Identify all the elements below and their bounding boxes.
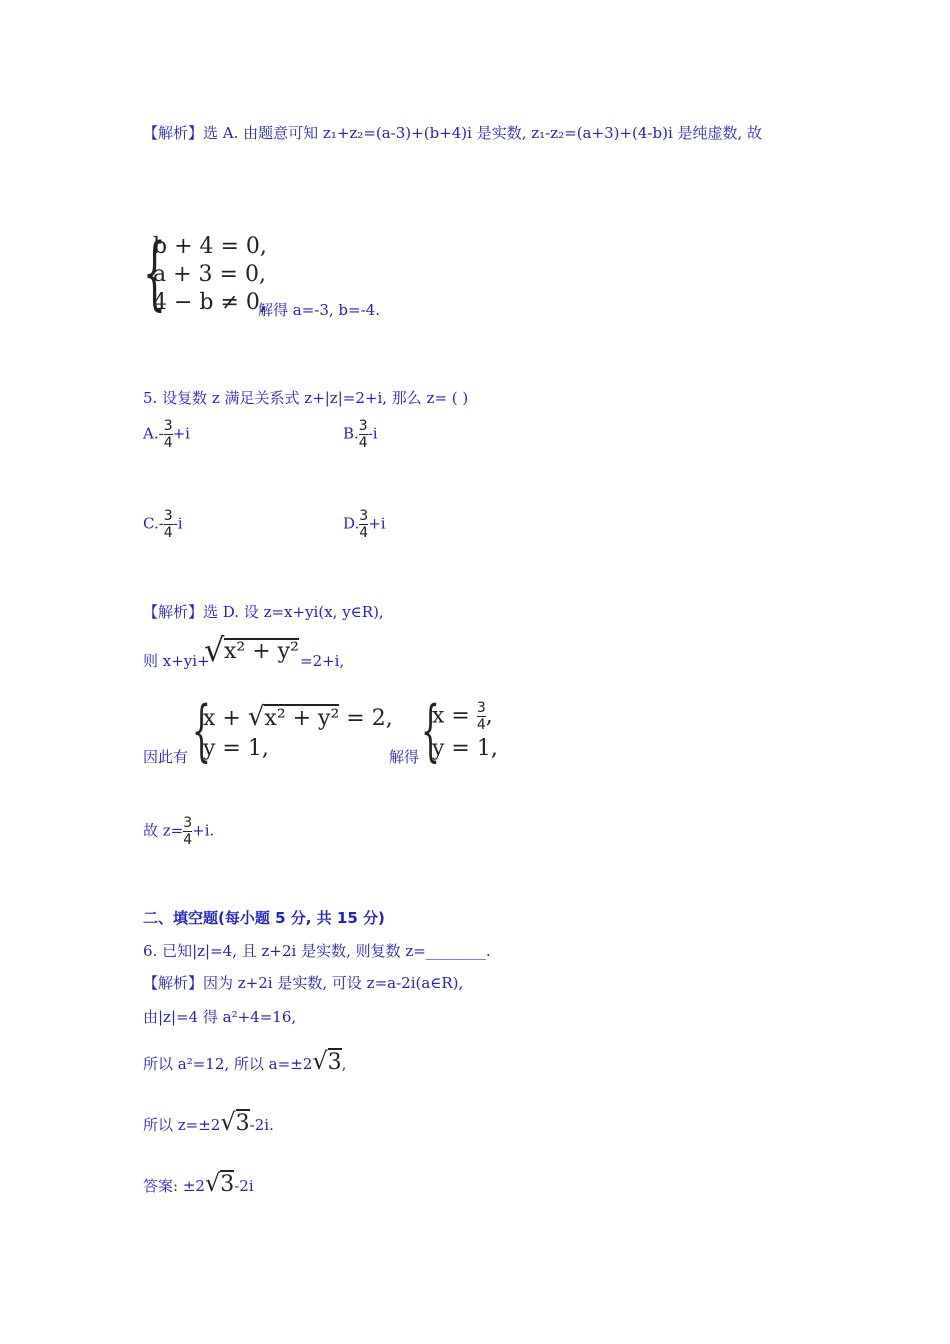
analysis-text: 选 A. 由题意可知 z₁+z₂=(a-3)+(b+4)i 是实数, z₁-z₂=(a+3)+(4-b)i 是纯虚数, 故 xyxy=(203,124,763,142)
left-brace: { xyxy=(143,226,166,319)
q6-answer: 答案: ±2√3-2i xyxy=(143,1169,254,1197)
system-3-line-1: x = $\frac{3}{4}$ , xyxy=(432,700,493,733)
analysis-5-line-1: 【解析】选 D. 设 z=x+yi(x, y∈R), xyxy=(143,603,384,621)
option-label: D. xyxy=(343,514,360,533)
q6-analysis-line-1: 【解析】因为 z+2i 是实数, 可设 z=a-2i(a∈R), xyxy=(143,974,464,992)
system-2-line-1: x + √x² + y² = 2, xyxy=(203,702,393,732)
fraction: $\frac{3}{4}$ xyxy=(359,508,369,541)
q6-analysis-line-2: 由|z|=4 得 a²+4=16, xyxy=(143,1008,297,1026)
q5-option-c[interactable]: C.- $\frac{3}{4}$ -i xyxy=(143,508,183,541)
q5-stem: 5. 设复数 z 满足关系式 z+|z|=2+i, 那么 z= ( ) xyxy=(143,389,469,407)
q6-analysis-line-3: 所以 a²=12, 所以 a=±2√3, xyxy=(143,1047,347,1075)
system-1-solution: 解得 a=-3, b=-4. xyxy=(258,301,380,319)
fraction: $\frac{3}{4}$ xyxy=(163,508,173,541)
system-1-line-2: a + 3 = 0, xyxy=(153,262,266,287)
analysis-5-line-2-pre: 则 x+yi+ xyxy=(143,652,210,670)
system-1-line-3: 4 − b ≠ 0, xyxy=(153,290,267,315)
analysis-tag: 【解析】 xyxy=(143,124,204,142)
q5-option-b[interactable]: B. $\frac{3}{4}$ -i xyxy=(343,418,378,451)
q6-stem: 6. 已知|z|=4, 且 z+2i 是实数, 则复数 z=________. xyxy=(143,942,491,960)
left-brace: { xyxy=(192,692,211,769)
sqrt-symbol: √ xyxy=(204,631,225,669)
option-label: C. xyxy=(143,514,159,533)
q6-analysis-line-4: 所以 z=±2√3-2i. xyxy=(143,1108,274,1136)
q5-option-a[interactable]: A.- $\frac{3}{4}$ +i xyxy=(143,418,190,451)
system-1-line-1: b + 4 = 0, xyxy=(153,234,267,259)
fraction: $\frac{3}{4}$ xyxy=(183,815,193,848)
system-2-line-2: y = 1, xyxy=(203,736,269,761)
analysis-tag: 【解析】 xyxy=(143,603,204,621)
conclusion: 故 z= $\frac{3}{4}$ +i. xyxy=(143,815,215,848)
option-label: B. xyxy=(343,424,359,443)
left-brace: { xyxy=(421,692,440,769)
fraction: $\frac{3}{4}$ xyxy=(358,418,368,451)
therefore-label: 因此有 xyxy=(143,748,189,766)
section-heading: 二、填空题(每小题 5 分, 共 15 分) xyxy=(143,909,385,927)
fraction: $\frac{3}{4}$ xyxy=(163,418,173,451)
radicand: x² + y² xyxy=(224,639,299,664)
q5-option-d[interactable]: D. $\frac{3}{4}$ +i xyxy=(343,508,386,541)
system-3-line-2: y = 1, xyxy=(432,736,498,761)
option-label: A. xyxy=(143,424,159,443)
analysis-1-line xyxy=(143,123,762,143)
solved-label: 解得 xyxy=(389,748,420,766)
analysis-tag: 【解析】 xyxy=(143,974,204,992)
fraction: $\frac{3}{4}$ xyxy=(476,700,486,733)
analysis-5-line-2-post: =2+i, xyxy=(300,652,345,670)
